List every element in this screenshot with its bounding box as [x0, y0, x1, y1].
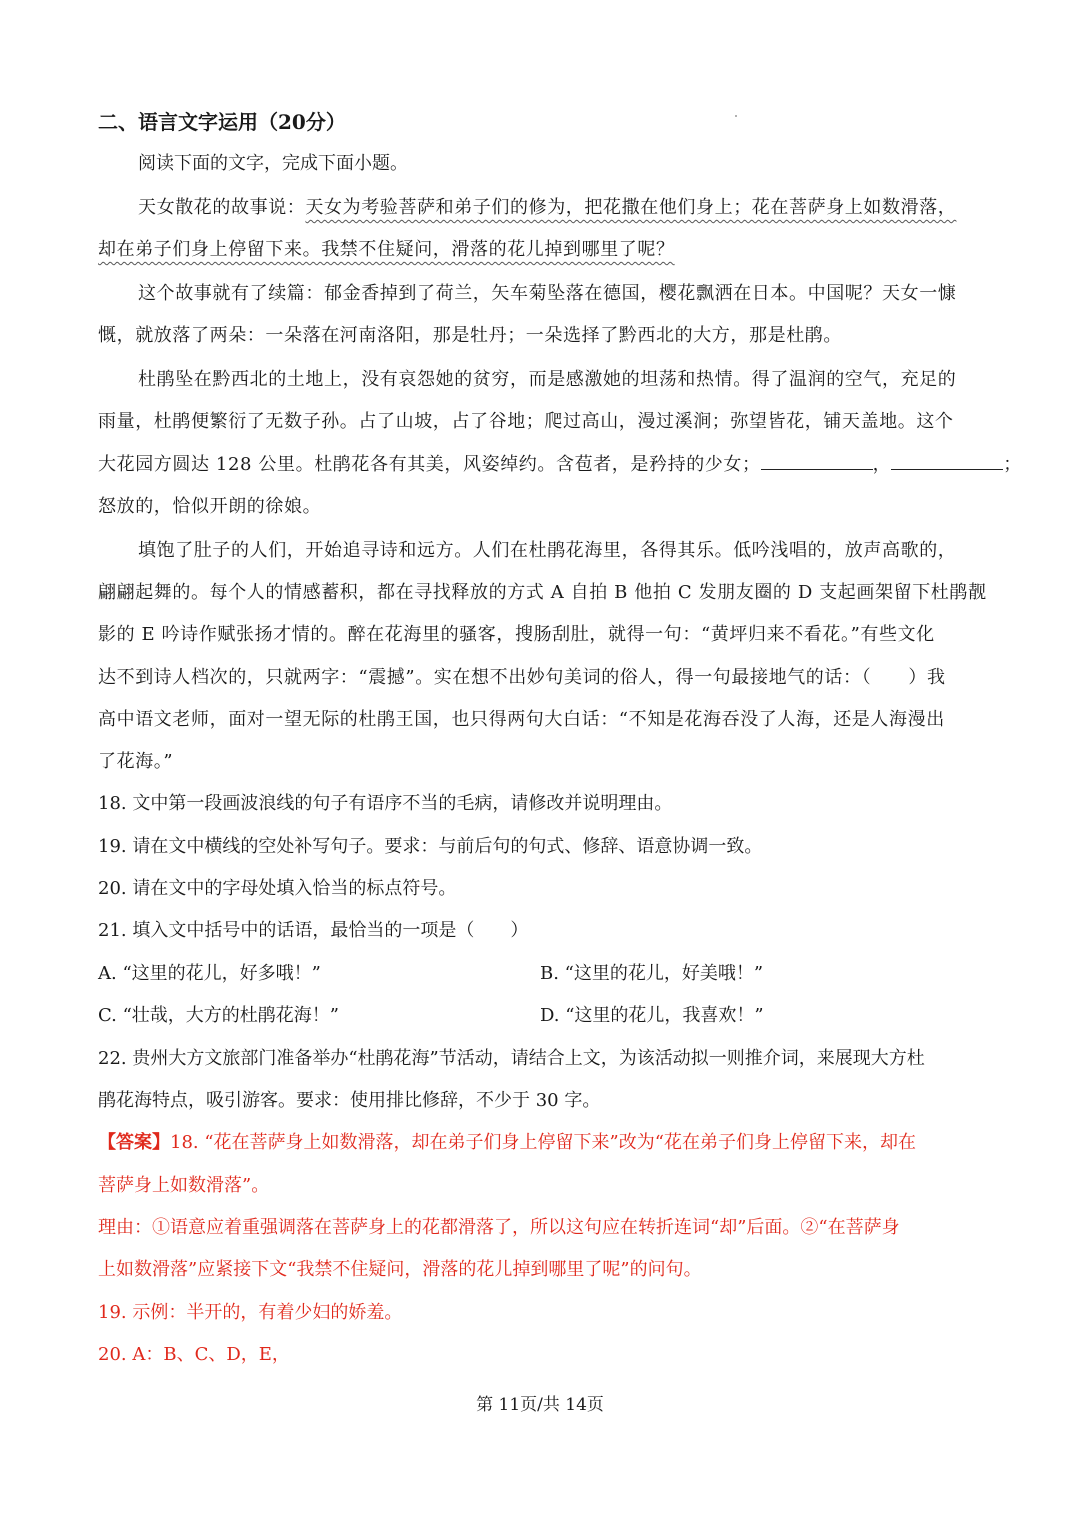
question-19: 19. 请在文中横线的空处补写句子。要求：与前后句的句式、修辞、语意协调一致。	[98, 836, 763, 857]
passage-p2-line2: 慨，就放落了两朵：一朵落在河南洛阳，那是牡丹；一朵选择了黔西北的大方，那是杜鹃。	[98, 325, 842, 346]
passage-p3-line2: 雨量，杜鹃便繁衍了无数子孙。占了山坡，占了谷地；爬过高山，漫过溪涧；弥望皆花，铺天盖地。这个	[98, 411, 954, 432]
section-title: 二、语言文字运用（20分）	[98, 110, 346, 134]
question-22-line1: 22. 贵州大方文旅部门准备举办“杜鹃花海”节活动，请结合上文，为该活动拟一则推介词，来展现大方杜	[98, 1048, 925, 1069]
blank-end: ；	[1003, 454, 1022, 475]
question-20: 20. 请在文中的字母处填入恰当的标点符号。	[98, 878, 457, 899]
wavy-sentence-part2: 却在弟子们身上停留下来。我禁不住疑问，滑落的花儿掉到哪里了呢？	[98, 239, 675, 260]
answer-reason-line1: 理由：①语意应着重强调落在菩萨身上的花都滑落了，所以这句应在转折连词“却”后面。②“在菩萨身	[98, 1217, 900, 1238]
answer-20: 20. A：B、C、D，E，	[98, 1344, 290, 1365]
question-21: 21. 填入文中括号中的话语，最恰当的一项是（ ）	[98, 920, 529, 941]
fill-blank-1[interactable]	[761, 451, 873, 470]
fill-blank-2[interactable]	[891, 451, 1003, 470]
question-22-line2: 鹃花海特点，吸引游客。要求：使用排比修辞，不少于 30 字。	[98, 1090, 601, 1111]
passage-p3-line1: 杜鹃坠在黔西北的土地上，没有哀怨她的贫穷，而是感激她的坦荡和热情。得了温润的空气，充足的	[138, 369, 957, 390]
passage-p3-line3	[98, 451, 1022, 479]
passage-p4-line2: 翩翩起舞的。每个人的情感蓄积，都在寻找释放的方式 A 自拍 B 他拍 C 发朋友圈的 D 支起画架留下杜鹃靓	[98, 582, 987, 603]
passage-p4-line1: 填饱了肚子的人们，开始追寻诗和远方。人们在杜鹃花海里，各得其乐。低吟浅唱的，放声高歌的，	[138, 540, 957, 561]
passage-p2-line1: 这个故事就有了续篇：郁金香掉到了荷兰，矢车菊坠落在德国，樱花飘洒在日本。中国呢？天女一慷	[138, 283, 957, 304]
passage-p4-line6: 了花海。”	[98, 751, 174, 772]
passage-p4-line3: 影的 E 吟诗作赋张扬才情的。醉在花海里的骚客，搜肠刮肚，就得一句：“黄坪归来不看花。”有些文化	[98, 624, 935, 645]
passage-p1-line2	[98, 236, 984, 264]
passage-p1-intro: 天女散花的故事说：	[138, 197, 306, 218]
passage-p4-line4: 达不到诗人档次的，只就两字：“震撼”。实在想不出妙句美词的俗人，得一句最接地气的话：（ ）我	[98, 667, 946, 688]
question-18: 18. 文中第一段画波浪线的句子有语序不当的毛病，请修改并说明理由。	[98, 793, 673, 814]
blank-separator: ，	[872, 454, 892, 475]
answer-label: 【答案】	[98, 1132, 170, 1153]
answer-18-text: 18. “花在菩萨身上如数滑落，却在弟子们身上停留下来”改为“花在弟子们身上停留下来，却在	[170, 1132, 916, 1153]
option-b[interactable]: B. “这里的花儿，好美哦！”	[540, 963, 764, 984]
option-d[interactable]: D. “这里的花儿，我喜欢！”	[540, 1005, 764, 1026]
answer-19: 19. 示例：半开的，有着少妇的娇羞。	[98, 1302, 403, 1323]
answer-18-line2: 菩萨身上如数滑落”。	[98, 1175, 270, 1196]
instruction: 阅读下面的文字，完成下面小题。	[138, 153, 408, 174]
passage-p3-line3-text: 大花园方圆达 128 公里。杜鹃花各有其美，风姿绰约。含苞者，是矜持的少女；	[98, 454, 761, 475]
passage-p4-line5: 高中语文老师，面对一望无际的杜鹃王国，也只得两句大白话：“不知是花海吞没了人海，还是人海漫出	[98, 709, 945, 730]
answer-18-line1	[98, 1129, 984, 1157]
option-c[interactable]: C. “壮哉，大方的杜鹃花海！”	[98, 1005, 339, 1026]
page-footer: 第 11页/共 14页	[476, 1395, 604, 1415]
option-a[interactable]: A. “这里的花儿，好多哦！”	[98, 963, 321, 984]
wavy-sentence-part1: 天女为考验菩萨和弟子们的修为，把花撒在他们身上；花在菩萨身上如数滑落，	[305, 197, 957, 218]
passage-p3-line4: 怒放的，恰似开朗的徐娘。	[98, 496, 322, 517]
answer-reason-line2: 上如数滑落”应紧接下文“我禁不住疑问，滑落的花儿掉到哪里了呢”的问句。	[98, 1259, 702, 1280]
passage-p1-line1	[138, 194, 984, 222]
